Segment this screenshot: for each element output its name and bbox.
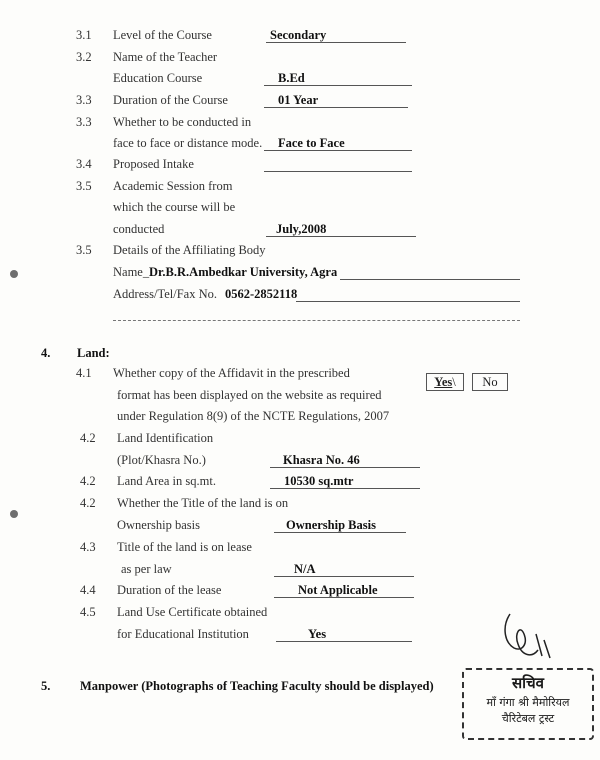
- item-value-session: July,2008: [276, 222, 327, 236]
- affiliating-name-label: Name_: [113, 265, 150, 279]
- section-number: 4.: [41, 346, 51, 360]
- item-number: 3.1: [76, 28, 92, 42]
- item-label: Whether copy of the Affidavit in the prescribed: [113, 366, 350, 380]
- no-box[interactable]: [472, 373, 508, 391]
- item-value-lease: N/A: [294, 562, 316, 576]
- item-value-mode: Face to Face: [278, 136, 345, 150]
- item-number: 3.5: [76, 243, 92, 257]
- item-value-area: 10530 sq.mtr: [284, 474, 354, 488]
- item-label: format has been displayed on the website as required: [117, 388, 382, 402]
- item-value-course: B.Ed: [278, 71, 305, 85]
- item-number: 4.2: [80, 496, 96, 510]
- punch-hole: [10, 510, 18, 518]
- item-value-duration: 01 Year: [278, 93, 319, 107]
- no-label: No: [482, 375, 498, 389]
- fill-line: [264, 85, 412, 86]
- tick-mark: \: [452, 375, 456, 389]
- stamp-line: माँ गंगा श्री मैमोरियल: [486, 696, 570, 709]
- fill-line: [264, 107, 408, 108]
- fill-line: [340, 279, 520, 280]
- yes-box[interactable]: [426, 373, 464, 391]
- item-number: 3.4: [76, 157, 92, 171]
- item-label: (Plot/Khasra No.): [117, 453, 206, 467]
- item-label: Land Identification: [117, 431, 214, 445]
- fill-line: [270, 488, 420, 489]
- fill-line: [276, 641, 412, 642]
- item-label: Duration of the lease: [117, 583, 222, 597]
- item-label: Whether the Title of the land is on: [117, 496, 289, 510]
- item-label: Duration of the Course: [113, 93, 228, 107]
- official-stamp: [462, 668, 594, 740]
- item-label: Details of the Affiliating Body: [113, 243, 266, 257]
- item-label: Ownership basis: [117, 518, 200, 532]
- affiliating-name-value: Dr.B.R.Ambedkar University, Agra: [149, 265, 338, 279]
- fill-line: [266, 236, 416, 237]
- item-label: face to face or distance mode.: [113, 136, 263, 150]
- yes-label: Yes: [434, 375, 453, 389]
- item-value-land-use: Yes: [308, 627, 327, 641]
- item-number: 4.3: [80, 540, 96, 554]
- stamp-line: चैरिटेबल ट्रस्ट: [501, 712, 555, 725]
- section-title: Land:: [77, 346, 110, 360]
- item-number: 4.5: [80, 605, 96, 619]
- item-number: 3.5: [76, 179, 92, 193]
- punch-hole: [10, 270, 18, 278]
- item-number: 4.4: [80, 583, 96, 597]
- section-title: Manpower (Photographs of Teaching Faculty should be displayed): [80, 679, 434, 693]
- fill-line: [264, 150, 412, 151]
- signature-image: [498, 604, 558, 664]
- fill-line: [274, 532, 406, 533]
- item-number: 4.2: [80, 474, 96, 488]
- fill-line: [266, 42, 406, 43]
- affiliating-address-value: 0562-2852118: [225, 287, 298, 301]
- item-number: 3.2: [76, 50, 92, 64]
- item-label: under Regulation 8(9) of the NCTE Regulations, 2007: [117, 409, 390, 423]
- fill-line: [274, 576, 414, 577]
- item-label: for Educational Institution: [117, 627, 249, 641]
- item-label: Land Area in sq.mt.: [117, 474, 216, 488]
- stamp-title: सचिव: [512, 674, 544, 692]
- item-number: 4.2: [80, 431, 96, 445]
- fill-line: [274, 597, 414, 598]
- item-value-title: Ownership Basis: [286, 518, 376, 532]
- fill-line: [296, 301, 520, 302]
- item-label: conducted: [113, 222, 165, 236]
- item-label: Name of the Teacher: [113, 50, 218, 64]
- item-label: Proposed Intake: [113, 157, 194, 171]
- fill-line: [113, 320, 520, 321]
- item-value-khasra: Khasra No. 46: [283, 453, 360, 467]
- section-number: 5.: [41, 679, 51, 693]
- item-number: 4.1: [76, 366, 92, 380]
- item-number: 3.3: [76, 115, 92, 129]
- item-label: Land Use Certificate obtained: [117, 605, 268, 619]
- item-label: Level of the Course: [113, 28, 212, 42]
- item-label: as per law: [121, 562, 172, 576]
- fill-line: [264, 171, 412, 172]
- item-label: Title of the land is on lease: [117, 540, 252, 554]
- fill-line: [270, 467, 420, 468]
- item-label: Education Course: [113, 71, 203, 85]
- item-value-lease-duration: Not Applicable: [298, 583, 378, 597]
- item-value-level: Secondary: [270, 28, 327, 42]
- item-label: Whether to be conducted in: [113, 115, 252, 129]
- item-label: which the course will be: [113, 200, 236, 214]
- item-label: Academic Session from: [113, 179, 233, 193]
- item-number: 3.3: [76, 93, 92, 107]
- affiliating-address-label: Address/Tel/Fax No.: [113, 287, 217, 301]
